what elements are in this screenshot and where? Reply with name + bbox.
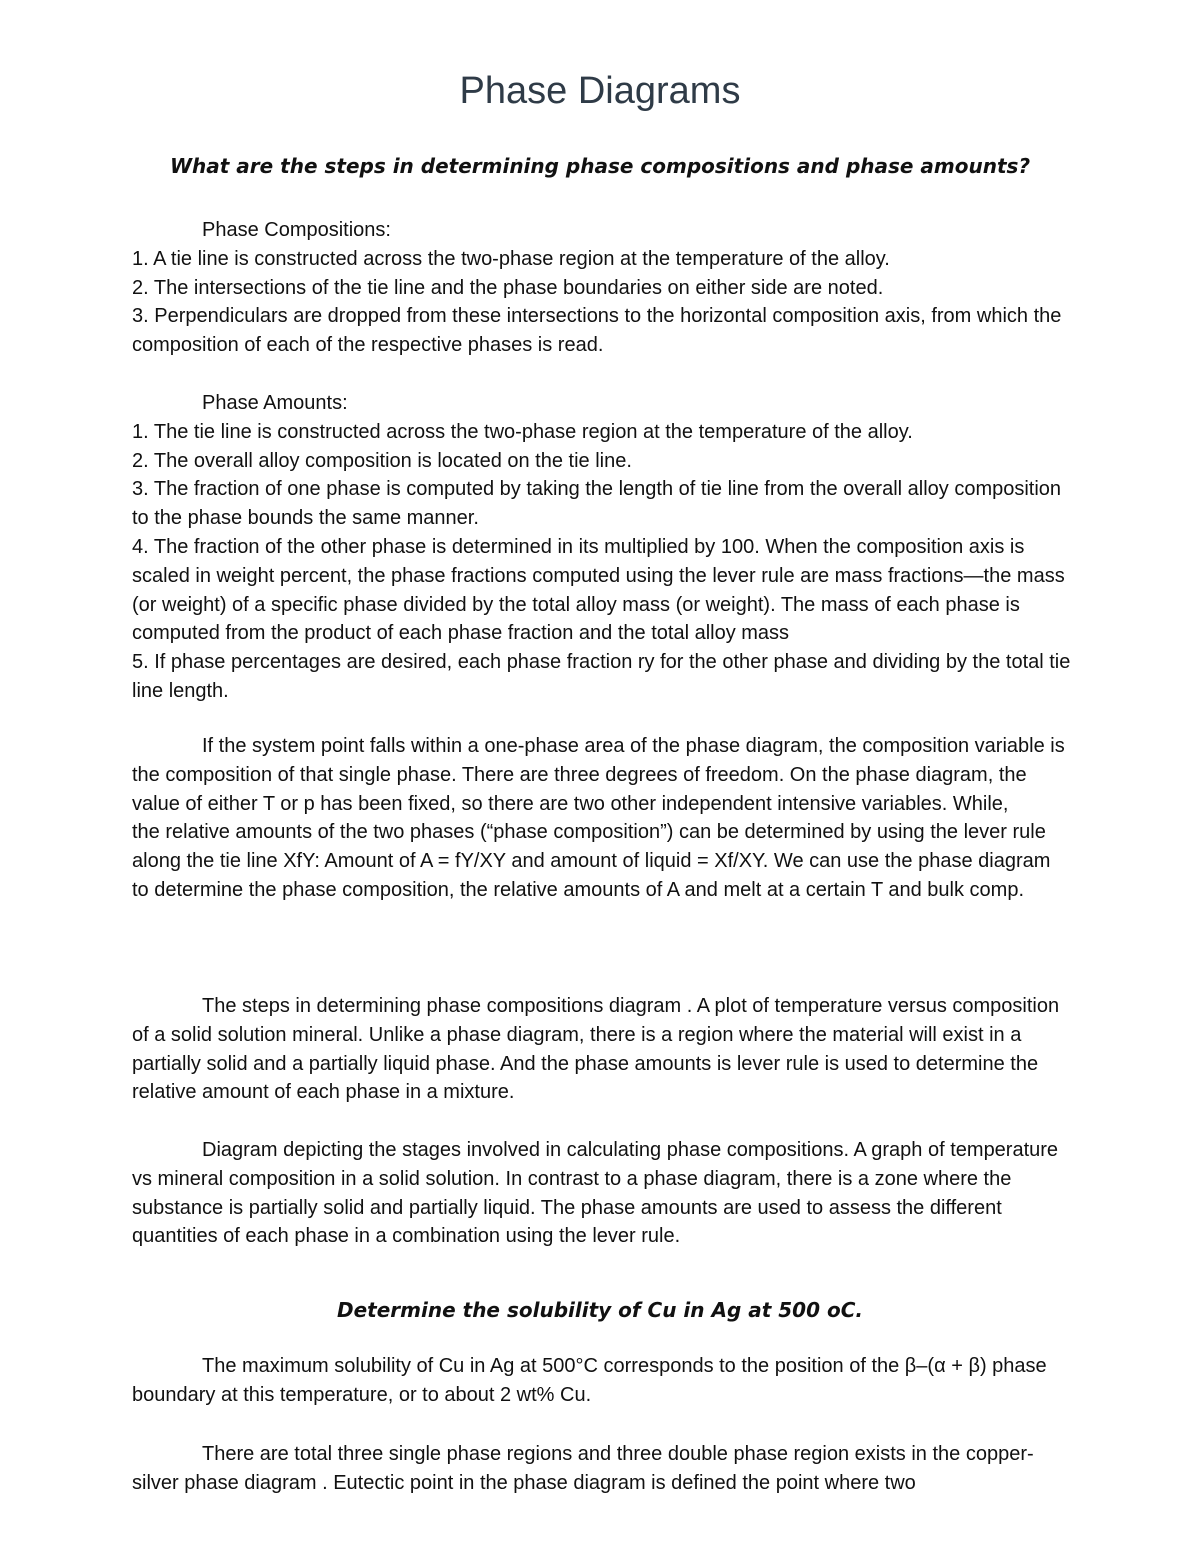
list-item: 1. A tie line is constructed across the two-phase region at the temperature of the alloy. <box>132 247 890 270</box>
regions-section <box>132 1440 1072 1498</box>
document-title: Phase Diagrams <box>459 70 741 112</box>
solubility-section <box>132 1352 1072 1410</box>
question-heading: What are the steps in determining phase compositions and phase amounts? <box>169 154 1031 178</box>
phase-amounts-heading: Phase Amounts: <box>202 392 348 414</box>
paragraph-diagram: Diagram depicting the stages involved in calculating phase compositions. A graph of temperature vs mineral composition in a solid solution. In contrast to a phase diagram, there is a zone where the substance is partially solid and partially liquid. The phase amounts are used to assess the different quantities of each phase in a combination using the lever rule. <box>132 1139 1059 1248</box>
paragraph-regions: There are total three single phase regions and three double phase region exists in the copper- silver phase diagram . Eutectic point in the phase diagram is defined the point where two <box>132 1443 1034 1494</box>
phase-compositions-section <box>132 216 1072 360</box>
paragraph-solubility: The maximum solubility of Cu in Ag at 500°C corresponds to the position of the β–(α + β) phase boundary at this temperature, or to about 2 wt% Cu. <box>132 1355 1047 1406</box>
list-item: 3. Perpendiculars are dropped from these intersections to the horizontal composition axis, from which the composition of each of the respective phases is read. <box>132 305 1062 357</box>
list-item: 2. The overall alloy composition is located on the tie line. <box>132 449 632 472</box>
diagram-section <box>132 1136 1072 1251</box>
paragraph-lever-rule: the relative amounts of the two phases (“phase composition”) can be determined by using the lever rule along the tie line XfY: Amount of A = fY/XY and amount of liquid = Xf/XY. We can use the phase diagram to determine the phase composition, the relative amounts of A and melt at a certain T and bulk comp. <box>132 821 1051 901</box>
paragraph-steps: The steps in determining phase compositions diagram . A plot of temperature versus composition of a solid solution mineral. Unlike a phase diagram, there is a region where the material will exist in a partially solid and a partially liquid phase. And the phase amounts is lever rule is used to determine the relative amount of each phase in a mixture. <box>132 995 1060 1104</box>
paragraph-one-phase: If the system point falls within a one-phase area of the phase diagram, the composition variable is the composition of that single phase. There are three degrees of freedom. On the phase diagram, the value of either T or p has been fixed, so there are two other independent intensive variables. While, <box>132 735 1065 815</box>
one-phase-section <box>132 732 1072 905</box>
steps-section <box>132 992 1072 1107</box>
solubility-question-heading: Determine the solubility of Cu in Ag at 500 oC. <box>337 1298 863 1322</box>
list-item: 4. The fraction of the other phase is determined in its multiplied by 100. When the composition axis is scaled in weight percent, the phase fractions computed using the lever rule are mass fractions—the mass (or weight) of a specific phase divided by the total alloy mass (or weight). The mass of each phase is computed from the product of each phase fraction and the total alloy mass <box>132 535 1065 645</box>
list-item: 2. The intersections of the tie line and the phase boundaries on either side are noted. <box>132 276 884 299</box>
phase-amounts-section <box>132 389 1072 706</box>
list-item: 1. The tie line is constructed across the two-phase region at the temperature of the alloy. <box>132 420 913 443</box>
phase-compositions-heading: Phase Compositions: <box>202 219 391 241</box>
list-item: 3. The fraction of one phase is computed by taking the length of tie line from the overall alloy composition to the phase bounds the same manner. <box>132 478 1062 530</box>
list-item: 5. If phase percentages are desired, each phase fraction ry for the other phase and dividing by the total tie line length. <box>132 651 1071 702</box>
